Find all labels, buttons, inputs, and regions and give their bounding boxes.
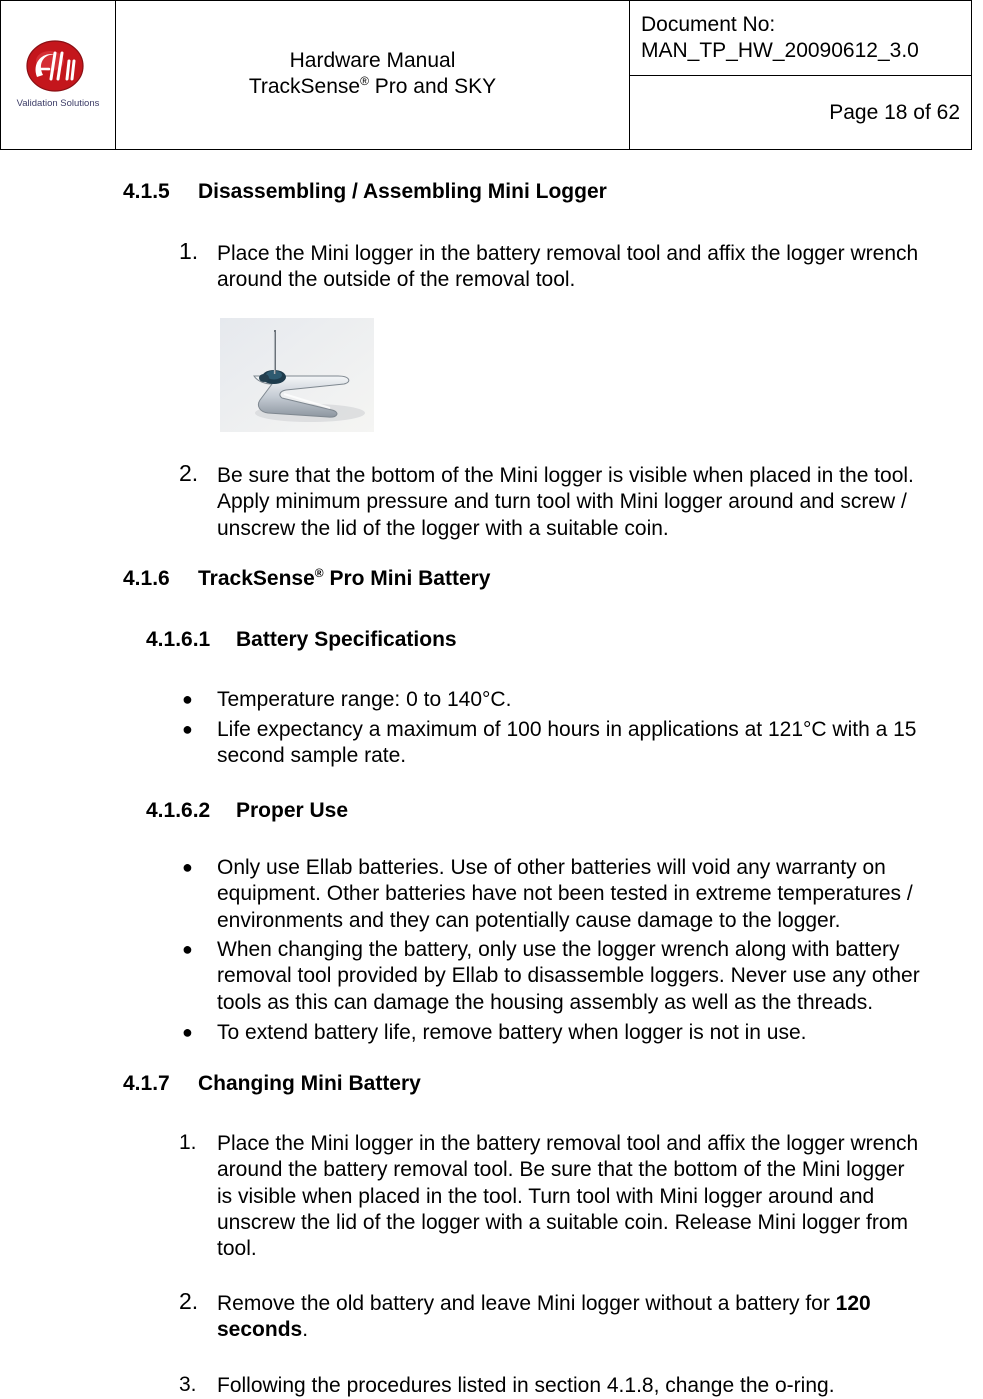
page-number-cell <box>629 75 972 150</box>
heading-4-1-6-1: 4.1.6.1 Battery Specifications <box>146 628 457 651</box>
header-title-cell <box>115 0 630 150</box>
heading-4-1-5: 4.1.5 Disassembling / Assembling Mini Logger <box>123 180 607 203</box>
logo-cell <box>0 0 116 150</box>
document-number: MAN_TP_HW_20090612_3.0 <box>641 39 919 62</box>
heading-4-1-7: 4.1.7 Changing Mini Battery <box>123 1072 421 1095</box>
document-number-cell <box>629 0 972 76</box>
svg-text:Validation Solutions: Validation Solutions <box>16 98 100 109</box>
ellab-logo <box>15 39 101 111</box>
manual-title: Hardware Manual <box>289 49 456 72</box>
product-title: TrackSense® Pro and SKY <box>248 74 497 98</box>
document-label: Document No: <box>641 13 776 36</box>
heading-4-1-6: 4.1.6 TrackSense® Pro Mini Battery <box>123 566 491 590</box>
page-number: Page 18 of 62 <box>829 101 960 124</box>
battery-removal-tool-photo <box>220 318 374 432</box>
page-header <box>0 0 972 150</box>
heading-4-1-6-2: 4.1.6.2 Proper Use <box>146 799 349 822</box>
